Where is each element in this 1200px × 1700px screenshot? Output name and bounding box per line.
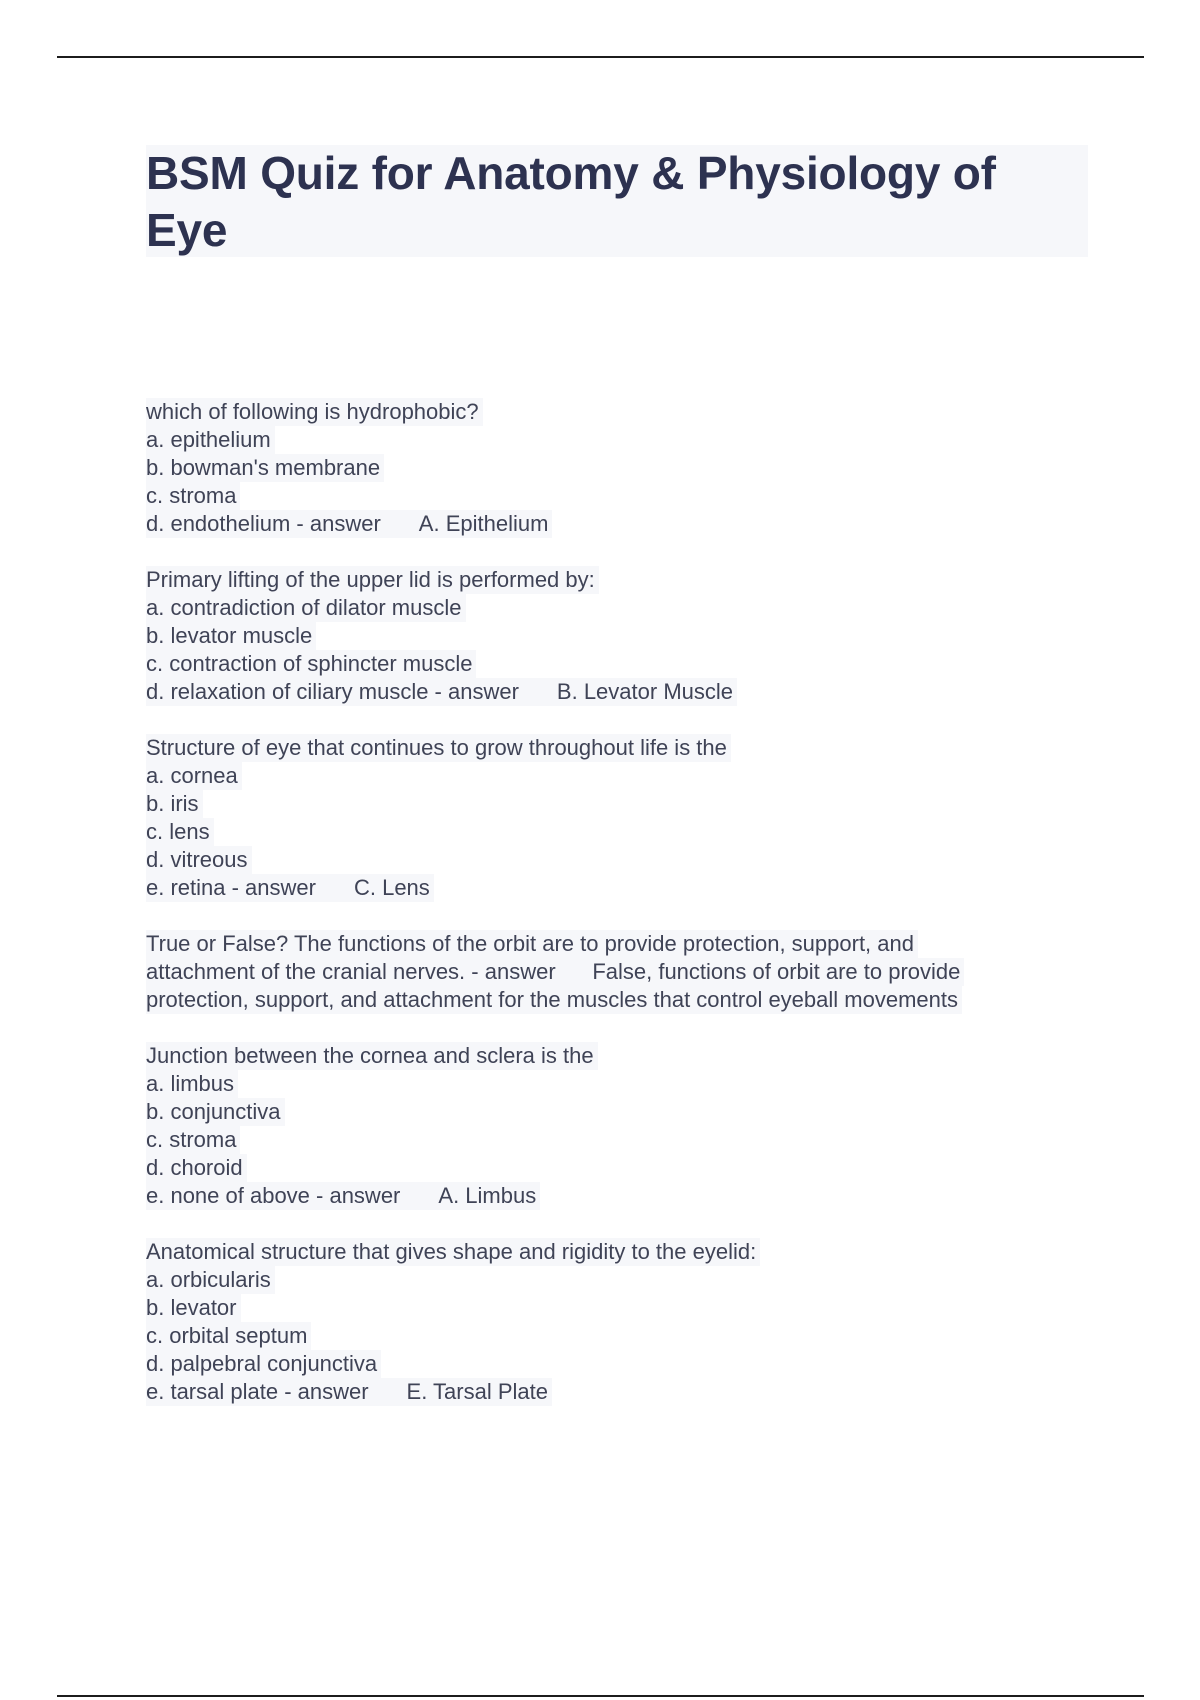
bottom-rule xyxy=(57,1695,1144,1697)
page-title: BSM Quiz for Anatomy & Physiology of Eye xyxy=(146,147,996,256)
option: a. epithelium xyxy=(146,426,275,454)
question-prompt: Primary lifting of the upper lid is performed by: xyxy=(146,566,599,594)
answer: C. Lens xyxy=(353,875,430,900)
quiz-content xyxy=(146,398,1086,1434)
option: d. endothelium - answer xyxy=(146,511,381,536)
answer: E. Tarsal Plate xyxy=(406,1379,548,1404)
option: c. stroma xyxy=(146,482,240,510)
question-text: True or False? The functions of the orbit are to provide protection, support, and xyxy=(146,930,918,958)
question-text: attachment of the cranial nerves. - answer False, functions of orbit are to provide xyxy=(146,958,964,986)
option: e. retina - answer xyxy=(146,875,316,900)
option: d. vitreous xyxy=(146,846,252,874)
question-prompt: Structure of eye that continues to grow throughout life is the xyxy=(146,734,731,762)
option: b. conjunctiva xyxy=(146,1098,285,1126)
question-block xyxy=(146,734,1086,902)
option: c. contraction of sphincter muscle xyxy=(146,650,476,678)
option: b. bowman's membrane xyxy=(146,454,384,482)
question-block xyxy=(146,1042,1086,1210)
question-block xyxy=(146,1238,1086,1406)
option: a. contradiction of dilator muscle xyxy=(146,594,466,622)
question-block xyxy=(146,398,1086,538)
question-prompt: Anatomical structure that gives shape and rigidity to the eyelid: xyxy=(146,1238,760,1266)
answer: A. Limbus xyxy=(438,1183,537,1208)
question-text: protection, support, and attachment for the muscles that control eyeball movements xyxy=(146,986,962,1014)
question-prompt: which of following is hydrophobic? xyxy=(146,398,483,426)
answer: A. Epithelium xyxy=(418,511,549,536)
option: c. orbital septum xyxy=(146,1322,311,1350)
option: b. iris xyxy=(146,790,203,818)
answer: B. Levator Muscle xyxy=(556,679,733,704)
question-block xyxy=(146,566,1086,706)
option: a. cornea xyxy=(146,762,242,790)
option: c. lens xyxy=(146,818,214,846)
option: d. relaxation of ciliary muscle - answer xyxy=(146,679,519,704)
option: e. tarsal plate - answer xyxy=(146,1379,369,1404)
top-rule xyxy=(57,56,1144,58)
option: a. limbus xyxy=(146,1070,238,1098)
question-prompt: Junction between the cornea and sclera is the xyxy=(146,1042,598,1070)
option: d. palpebral conjunctiva xyxy=(146,1350,381,1378)
option: e. none of above - answer xyxy=(146,1183,401,1208)
option: b. levator xyxy=(146,1294,241,1322)
option: b. levator muscle xyxy=(146,622,316,650)
question-block xyxy=(146,930,1086,1014)
option: a. orbicularis xyxy=(146,1266,275,1294)
option: d. choroid xyxy=(146,1154,247,1182)
option: c. stroma xyxy=(146,1126,240,1154)
